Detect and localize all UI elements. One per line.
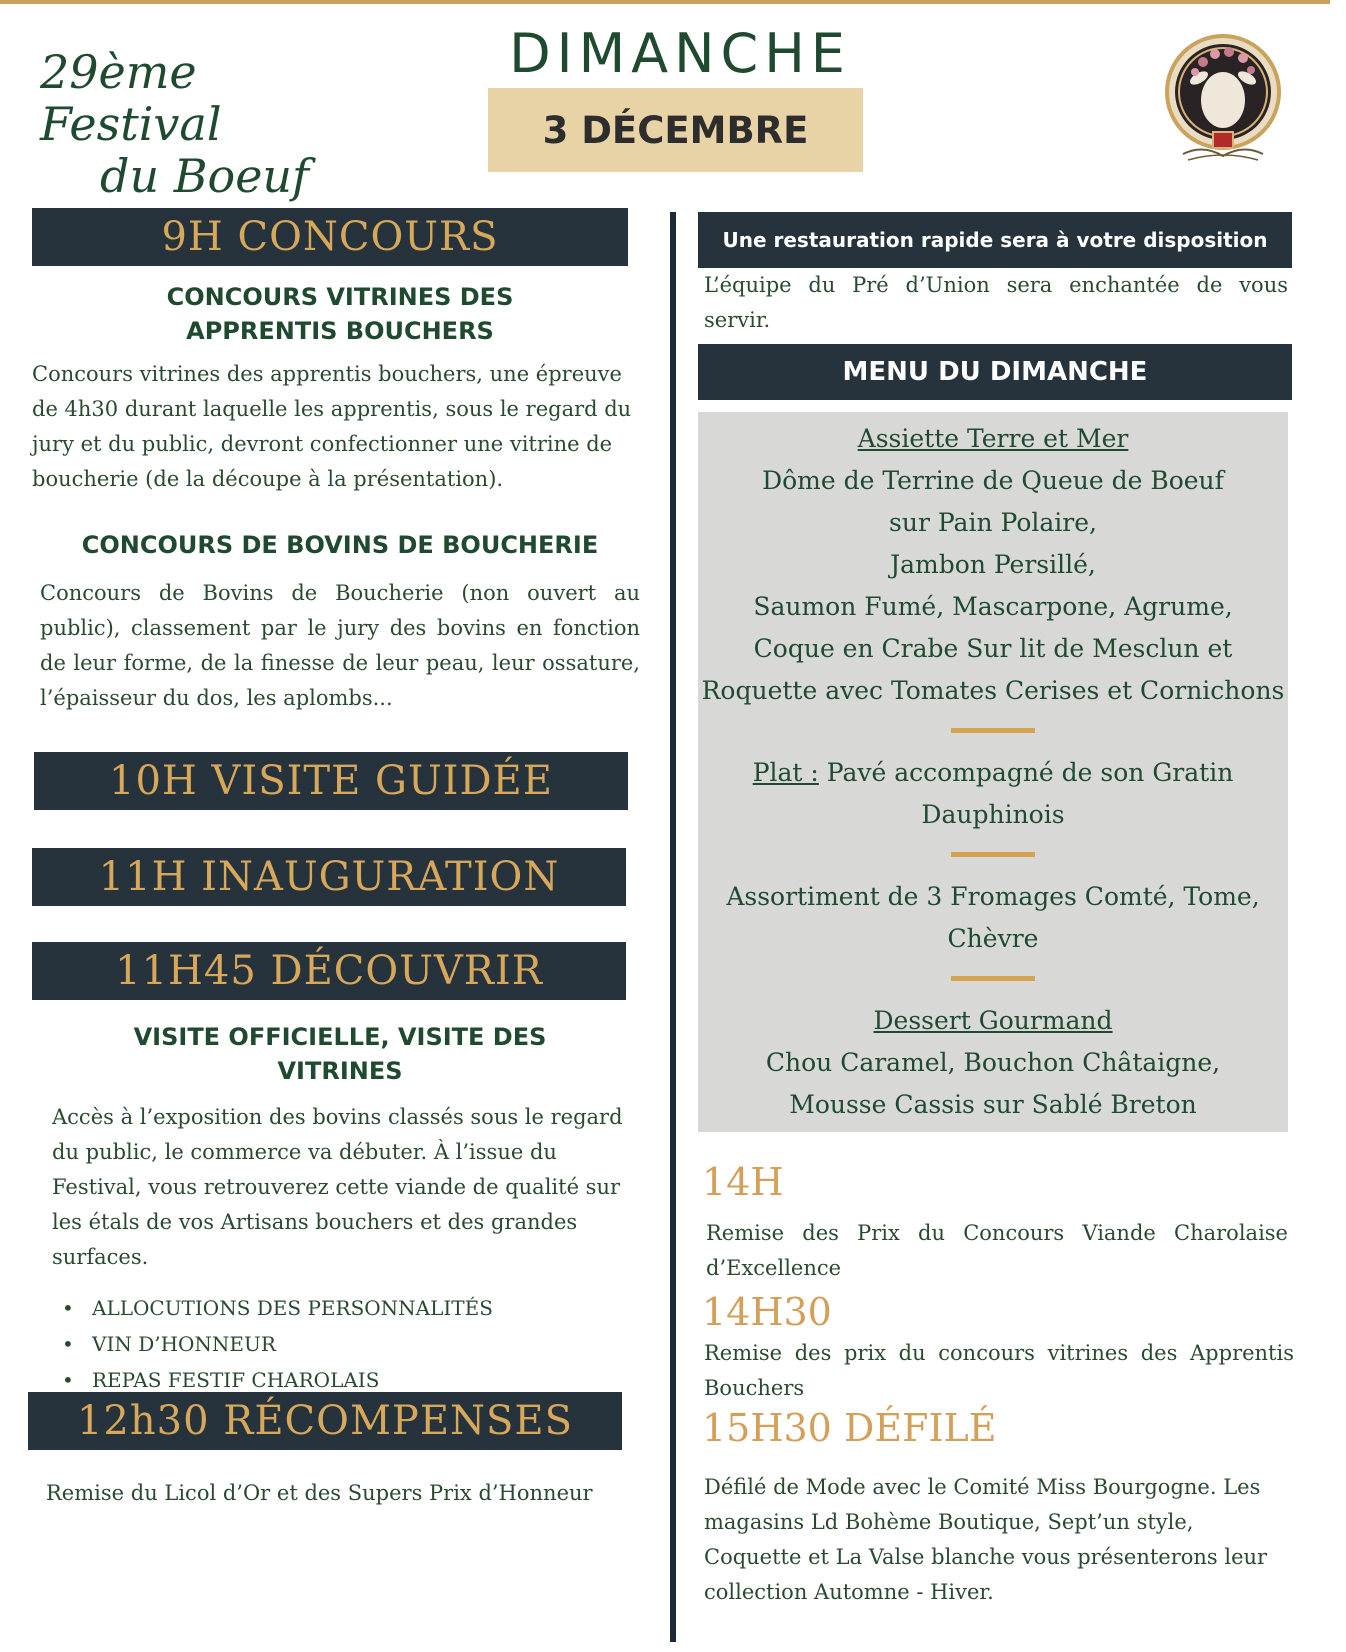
menu-entree-line: Jambon Persillé,	[890, 550, 1096, 579]
concours-heading-text: 9H CONCOURS	[161, 214, 499, 260]
day-title: DIMANCHE	[509, 22, 851, 85]
festival-title-line2: du Boeuf	[100, 149, 310, 203]
menu-entree-line: sur Pain Polaire,	[889, 508, 1097, 537]
decouvrir-bullets	[60, 1290, 493, 1398]
time-15h30: 15H30 DÉFILÉ	[702, 1406, 997, 1450]
subheading-visite-line1: VISITE OFFICIELLE, VISITE DES	[133, 1023, 547, 1051]
menu-plat-text: Pavé accompagné de son Gratin	[818, 758, 1234, 787]
section-heading-decouvrir	[32, 942, 626, 1000]
menu-panel	[698, 412, 1288, 1132]
section-heading-recompenses	[28, 1392, 622, 1450]
menu-heading	[698, 344, 1292, 400]
text-15h30: Défilé de Mode avec le Comité Miss Bourgogne. Les magasins Ld Bohème Boutique, Sept’un style, Coquette et La Valse blanche vous présenterons leur collection Automne - Hiver.	[704, 1475, 1268, 1604]
subheading-vitrines	[120, 280, 560, 348]
restauration-heading	[698, 212, 1292, 268]
menu-fromage-line1: Assortiment de 3 Fromages Comté, Tome,	[726, 882, 1260, 911]
menu-dessert-line: Chou Caramel, Bouchon Châtaigne,	[765, 1048, 1221, 1077]
menu-plat-line2: Dauphinois	[921, 800, 1065, 829]
menu-plat	[698, 752, 1288, 794]
text-14h30: Remise des prix du concours vitrines des Apprentis Bouchers	[704, 1341, 1294, 1400]
menu-separator	[951, 852, 1035, 857]
menu-entree-line: Dôme de Terrine de Queue de Boeuf	[762, 466, 1224, 495]
menu-entree-line: Roquette avec Tomates Cerises et Cornichons	[701, 676, 1285, 705]
date-label: 3 DÉCEMBRE	[542, 108, 809, 152]
vitrines-description: Concours vitrines des apprentis bouchers, une épreuve de 4h30 durant laquelle les apprentis, sous le regard du jury et du public, devront confectionner une vitrine de boucherie (de la découpe à la présentation).	[32, 362, 632, 491]
top-rule	[0, 0, 1330, 4]
menu-heading-text: MENU DU DIMANCHE	[842, 357, 1148, 387]
menu-plat-label: Plat :	[752, 758, 819, 787]
subheading-visite-officielle	[130, 1020, 550, 1088]
menu-entree-line: Saumon Fumé, Mascarpone, Agrume,	[753, 592, 1233, 621]
bullet-repas-festif: • REPAS FESTIF CHAROLAIS	[60, 1362, 493, 1398]
menu-fromage-line2: Chèvre	[947, 924, 1039, 953]
decouvrir-description: Accès à l’exposition des bovins classés sous le regard du public, le commerce va débuter. À l’issue du Festival, vous retrouverez cette viande de qualité sur les étals de vos Artisans bouchers et des grandes surfaces.	[52, 1105, 623, 1269]
section-heading-visite-guidee	[34, 752, 628, 810]
decouvrir-heading-text: 11H45 DÉCOUVRIR	[115, 948, 543, 994]
festival-title-line1: 29ème Festival	[40, 45, 222, 151]
menu-content	[698, 418, 1288, 1126]
column-divider	[670, 212, 676, 1642]
restauration-heading-text: Une restauration rapide sera à votre disposition	[722, 228, 1268, 252]
bullet-allocutions: • ALLOCUTIONS DES PERSONNALITÉS	[60, 1290, 493, 1326]
menu-dessert-line: Mousse Cassis sur Sablé Breton	[789, 1090, 1197, 1119]
recompenses-heading-text: 12h30 RÉCOMPENSES	[76, 1398, 574, 1444]
recompenses-description: Remise du Licol d’Or et des Supers Prix d’Honneur	[46, 1481, 593, 1505]
subheading-vitrines-line2: APPRENTIS BOUCHERS	[186, 317, 494, 345]
subheading-vitrines-line1: CONCOURS VITRINES DES	[166, 283, 514, 311]
visite-heading-text: 10H VISITE GUIDÉE	[109, 758, 553, 804]
bullet-vin-honneur: • VIN D’HONNEUR	[60, 1326, 493, 1362]
menu-separator	[951, 976, 1035, 981]
menu-separator	[951, 728, 1035, 733]
section-heading-concours	[32, 208, 628, 266]
time-14h30: 14H30	[702, 1290, 832, 1334]
section-heading-inauguration	[32, 848, 626, 906]
subheading-visite-line2: VITRINES	[277, 1057, 403, 1085]
time-14h: 14H	[702, 1160, 784, 1204]
inauguration-heading-text: 11H INAUGURATION	[98, 854, 560, 900]
date-box	[488, 88, 863, 172]
restauration-text: L’équipe du Pré d’Union sera enchantée de vous servir.	[704, 273, 1288, 332]
festival-logo-icon	[1163, 32, 1283, 168]
text-14h: Remise des Prix du Concours Viande Charolaise d’Excellence	[706, 1221, 1288, 1280]
menu-dessert-title: Dessert Gourmand	[873, 1006, 1113, 1035]
menu-entree-title: Assiette Terre et Mer	[857, 424, 1129, 453]
bovins-description: Concours de Bovins de Boucherie (non ouvert au public), classement par le jury des bovins en fonction de leur forme, de la finesse de leur peau, leur ossature, l’épaisseur du dos, les aplombs...	[40, 581, 640, 710]
menu-entree-line: Coque en Crabe Sur lit de Mesclun et	[753, 634, 1233, 663]
subheading-bovins: CONCOURS DE BOVINS DE BOUCHERIE	[81, 531, 599, 559]
festival-title	[40, 46, 380, 202]
